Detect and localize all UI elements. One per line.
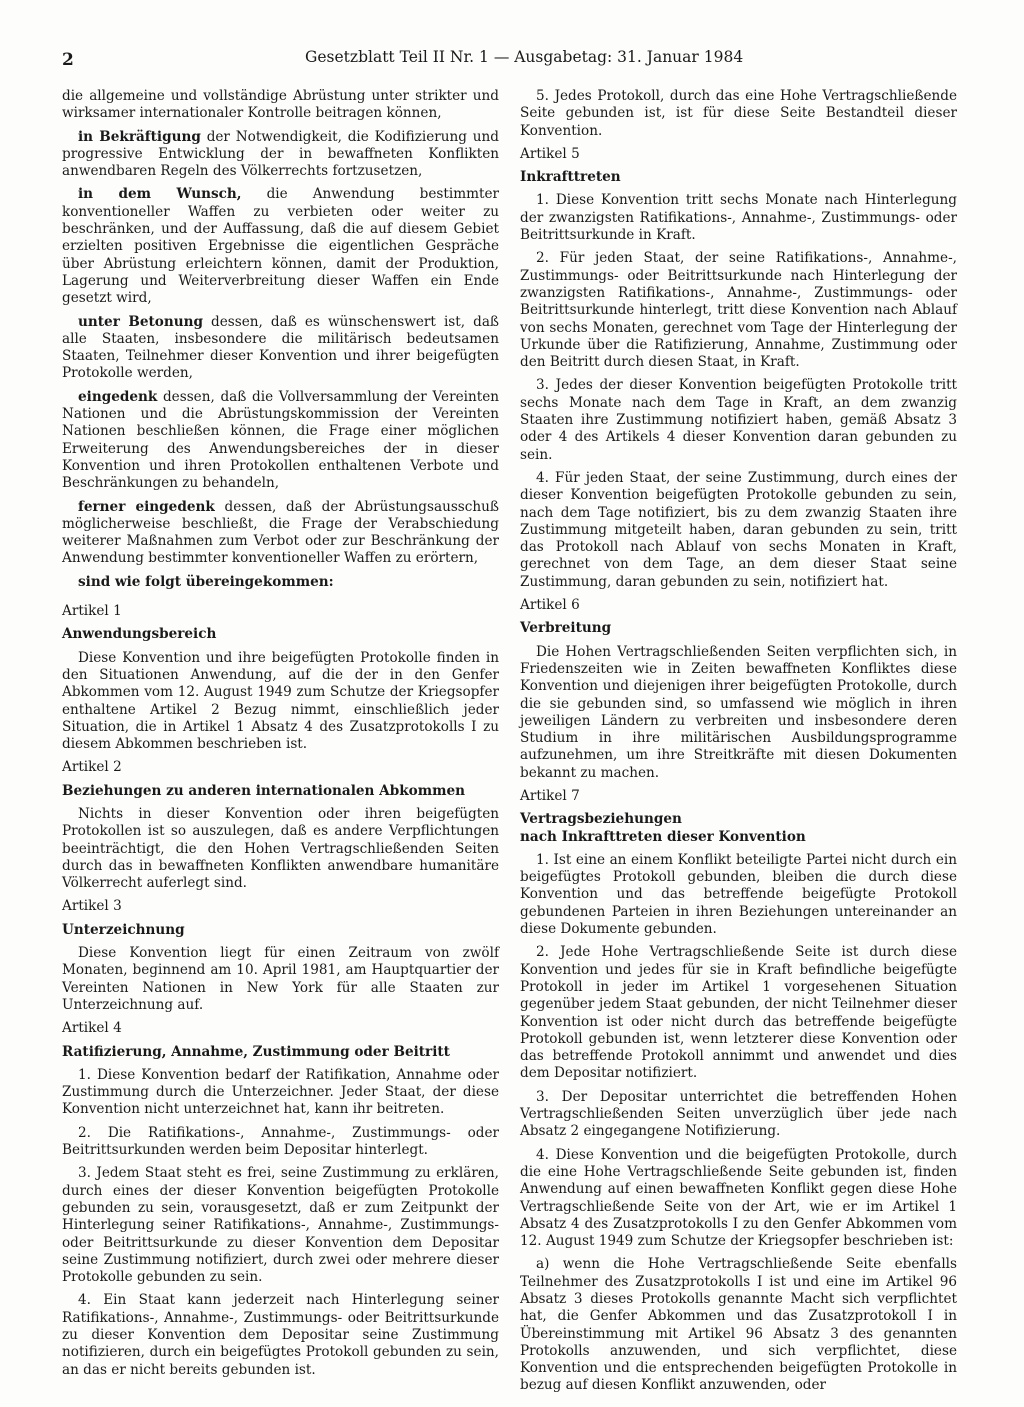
article-paragraph: 1. Ist eine an einem Konflikt beteiligte Partei nicht durch ein beigefügtes Protokoll gebunden, bleiben die durch diese Konvention und das betreffende beigefügte Protokoll gebundenen Parteien in ihren Beziehungen untereinander an diese Dokumente gebunden. [520, 851, 957, 938]
preamble-paragraph [62, 389, 499, 493]
article-paragraph: 2. Für jeden Staat, der seine Ratifikations-, Annahme-, Zustimmungs- oder Beitrittsurkunde nach Hinterlegung der zwanzigsten Ratifikations-, Annahme-, Zustimmungs- oder Beitrittsurkunde hinterlegt, tritt diese Konvention nach Ablauf von sechs Monaten, gerechnet vom Tage der Hinterlegung der Urkunde über die Ratifizierung, Annahme, Zustimmung oder den Beitritt durch diesen Staat, in Kraft. [520, 250, 957, 371]
article-paragraph: a) wenn die Hohe Vertragschließende Seite ebenfalls Teilnehmer des Zusatzprotokolls I ist und eine im Artikel 96 Absatz 3 dieses Protokolls genannte Macht sich verpflichtet hat, die Genfer Abkommen und das Zusatzprotokoll I in Übereinstimmung mit Artikel 96 Absatz 3 des genannten Protokolls anzuwenden, und sich verpflichtet, diese Konvention und die entsprechenden beigefügten Protokolle in bezug auf diesen Konflikt anzuwenden, oder [520, 1256, 957, 1394]
preamble-paragraph [62, 314, 499, 383]
article-paragraph: 1. Diese Konvention tritt sechs Monate nach Hinterlegung der zwanzigsten Ratifikations-, Annahme-, Zustimmungs- oder Beitrittsurkunde in Kraft. [520, 192, 957, 244]
article-number: Artikel 2 [62, 759, 122, 776]
article-subtitle: nach Inkrafttreten dieser Konvention [520, 828, 806, 845]
article-paragraph: 2. Die Ratifikations-, Annahme-, Zustimmungs- oder Beitrittsurkunden werden beim Depositar hinterlegt. [62, 1124, 499, 1159]
agreement-clause: sind wie folgt übereingekommen: [78, 573, 334, 590]
article-title: Unterzeichnung [62, 921, 185, 938]
preamble-lead: eingedenk [78, 388, 158, 405]
article-paragraph: 4. Ein Staat kann jederzeit nach Hinterlegung seiner Ratifikations-, Annahme-, Zustimmungs- oder Beitrittsurkunde zu dieser Konvention dem Depositar seine Zustimmung notifizieren, durch ein beigefügtes Protokoll gebunden zu sein, an das er nicht bereits gebunden ist. [62, 1292, 499, 1378]
preamble-text: der Notwendigkeit, die Kodifizierung und progressive Entwicklung der in bewaffneten Konflikten anwendbaren Regeln des Völkerrechts fortzusetzen, [62, 128, 500, 180]
article-paragraph: Diese Konvention liegt für einen Zeitraum von zwölf Monaten, beginnend am 10. April 1981, am Hauptquartier der Vereinten Nationen in New York für alle Staaten zur Unterzeichnung auf. [62, 945, 499, 1013]
article-title: Ratifizierung, Annahme, Zustimmung oder Beitritt [62, 1043, 450, 1060]
article-title: Anwendungsbereich [62, 626, 217, 643]
preamble-paragraph [62, 129, 499, 181]
article-paragraph: 2. Jede Hohe Vertragschließende Seite ist durch diese Konvention und jedes für sie in Kraft befindliche beigefügte Protokoll in jeder im Artikel 1 vorgesehenen Situation gegenüber jedem Staat gebunden, der nicht Teilnehmer dieser Konvention ist oder nicht durch das betreffende beigefügte Protokoll gebunden ist, wenn letzterer diese Konvention oder das betreffende Protokoll annimmt und anwendet und dies dem Depositar notifiziert. [520, 944, 957, 1082]
preamble-text: dessen, daß der Abrüstungsausschuß möglicherweise beschließt, die Frage der Verabschiedung weiterer Maßnahmen zum Verbot oder zur Beschränkung der Anwendung bestimmter konventioneller Waffen zu erörtern, [62, 498, 499, 567]
preamble-lead: in Bekräftigung [78, 128, 201, 145]
article-title: Inkrafttreten [520, 169, 621, 186]
article-paragraph: 5. Jedes Protokoll, durch das eine Hohe Vertragschließende Seite gebunden ist, ist für diese Seite Bestandteil dieser Konvention. [520, 88, 957, 139]
article-paragraph: Nichts in dieser Konvention oder ihren beigefügten Protokollen ist so auszulegen, daß es andere Verpflichtungen beeinträchtigt, die den Hohen Vertragschließenden Seiten durch das in bewaffneten Konflikten anwendbare humanitäre Völkerrecht auferlegt sind. [62, 805, 499, 892]
preamble-text: die Anwendung bestimmter konventioneller Waffen zu verbieten oder weiter zu beschränken, und der Auffassung, daß die auf diesem Gebiet erzielten positiven Ergebnisse die eigentlichen Gespräche über Abrüstung erleichtern können, damit der Produktion, Lagerung und Weiterverbreitung dieser Waffen ein Ende gesetzt wird, [62, 186, 499, 307]
left-column [62, 88, 499, 1385]
preamble-text: dessen, daß es wünschenswert ist, daß alle Staaten, insbesondere die militärisch bedeutsamen Staaten, Teilnehmer dieser Konvention und ihrer beigefügten Protokolle werden, [62, 313, 499, 382]
article-paragraph: 3. Der Depositar unterrichtet die betreffenden Hohen Vertragschließenden Seiten unverzüglich über jede nach Absatz 2 eingegangene Notifizierung. [520, 1088, 957, 1140]
article-paragraph: 4. Für jeden Staat, der seine Zustimmung, durch eines der dieser Konvention beigefügten Protokolle gebunden zu sein, nach dem Tage notifiziert, bis zu dem zwanzig Staaten ihre Zustimmung mitgeteilt haben, daran gebunden zu sein, tritt das Protokoll nach Ablauf von sechs Monaten in Kraft, gerechnet von dem Tage, an dem dieser Staat seine Zustimmung, daran gebunden zu sein, notifiziert hat. [520, 469, 957, 590]
article-paragraph: 4. Diese Konvention und die beigefügten Protokolle, durch die eine Hohe Vertragschließende Seite gebunden ist, finden Anwendung auf einen bewaffneten Konflikt gegen diese Hohe Vertragschließende Seite von der Art, wie er im Artikel 1 Absatz 4 des Zusatzprotokolls I zu den Genfer Abkommen vom 12. August 1949 zum Schutze der Kriegsopfer beschrieben ist: [520, 1146, 957, 1250]
preamble-lead: ferner eingedenk [78, 498, 215, 515]
preamble-lead: unter Betonung [78, 313, 203, 330]
article-number: Artikel 6 [520, 597, 580, 614]
preamble-lead: in dem Wunsch, [78, 186, 242, 203]
article-paragraph: 3. Jedem Staat steht es frei, seine Zustimmung zu erklären, durch eines der dieser Konvention beigefügten Protokolle gebunden zu sein, vorausgesetzt, daß er zum Zeitpunkt der Hinterlegung seiner Ratifikations-, Annahme-, Zustimmungs- oder Beitrittsurkunde zu dieser Konvention dem Depositar seine Zustimmung notifiziert, durch zwei oder mehrere dieser Protokolle gebunden zu sein. [62, 1165, 499, 1286]
right-column [520, 88, 957, 1401]
preamble-paragraph [62, 186, 499, 307]
article-number: Artikel 7 [520, 787, 580, 804]
running-head: Gesetzblatt Teil II Nr. 1 — Ausgabetag: 31. Januar 1984 [305, 48, 744, 66]
preamble-paragraph: die allgemeine und vollständige Abrüstung unter strikter und wirksamer internationaler Kontrolle beitragen können, [62, 88, 499, 122]
article-number: Artikel 1 [62, 603, 122, 620]
article-paragraph: 1. Diese Konvention bedarf der Ratifikation, Annahme oder Zustimmung durch die Unterzeichner. Jeder Staat, der diese Konvention nicht unterzeichnet hat, kann ihr beitreten. [62, 1066, 499, 1118]
preamble-paragraph [62, 499, 499, 568]
article-number: Artikel 3 [62, 898, 122, 915]
preamble-text: dessen, daß die Vollversammlung der Vereinten Nationen und die Abrüstungskommission der Vereinten Nationen beschließen können, die Frage einer möglichen Erweiterung des Anwendungsbereiches der in dieser Konvention und ihren Protokollen enthaltenen Verbote und Beschränkungen zu behandeln, [62, 388, 499, 492]
article-title: Beziehungen zu anderen internationalen Abkommen [62, 782, 465, 799]
article-paragraph: Die Hohen Vertragschließenden Seiten verpflichten sich, in Friedenszeiten wie in Zeiten bewaffneten Konfliktes diese Konvention und diejenigen ihrer beigefügten Protokolle, durch die sie gebunden sind, so umfassend wie möglich in ihren jeweiligen Ländern zu verbreiten und insbesondere deren Studium in ihre militärischen Ausbildungsprogramme aufzunehmen, um ihre Streitkräfte mit diesen Dokumenten bekannt zu machen. [520, 643, 957, 781]
article-number: Artikel 4 [62, 1020, 122, 1037]
page-number: 2 [62, 50, 74, 70]
article-title: Verbreitung [520, 620, 612, 637]
article-title: Vertragsbeziehungen [520, 811, 682, 828]
article-paragraph: Diese Konvention und ihre beigefügten Protokolle finden in den Situationen Anwendung, auf die der in den Genfer Abkommen vom 12. August 1949 zum Schutze der Kriegsopfer enthaltene Artikel 2 Bezug nimmt, einschließlich jeder Situation, die in Artikel 1 Absatz 4 des Zusatzprotokolls I zu diesem Abkommen beschrieben ist. [62, 649, 499, 753]
article-number: Artikel 5 [520, 145, 580, 162]
article-paragraph: 3. Jedes der dieser Konvention beigefügten Protokolle tritt sechs Monate nach dem Tage in Kraft, an dem zwanzig Staaten ihre Zustimmung notifiziert haben, gemäß Absatz 3 oder 4 des Artikels 4 dieser Konvention daran gebunden zu sein. [520, 377, 957, 463]
